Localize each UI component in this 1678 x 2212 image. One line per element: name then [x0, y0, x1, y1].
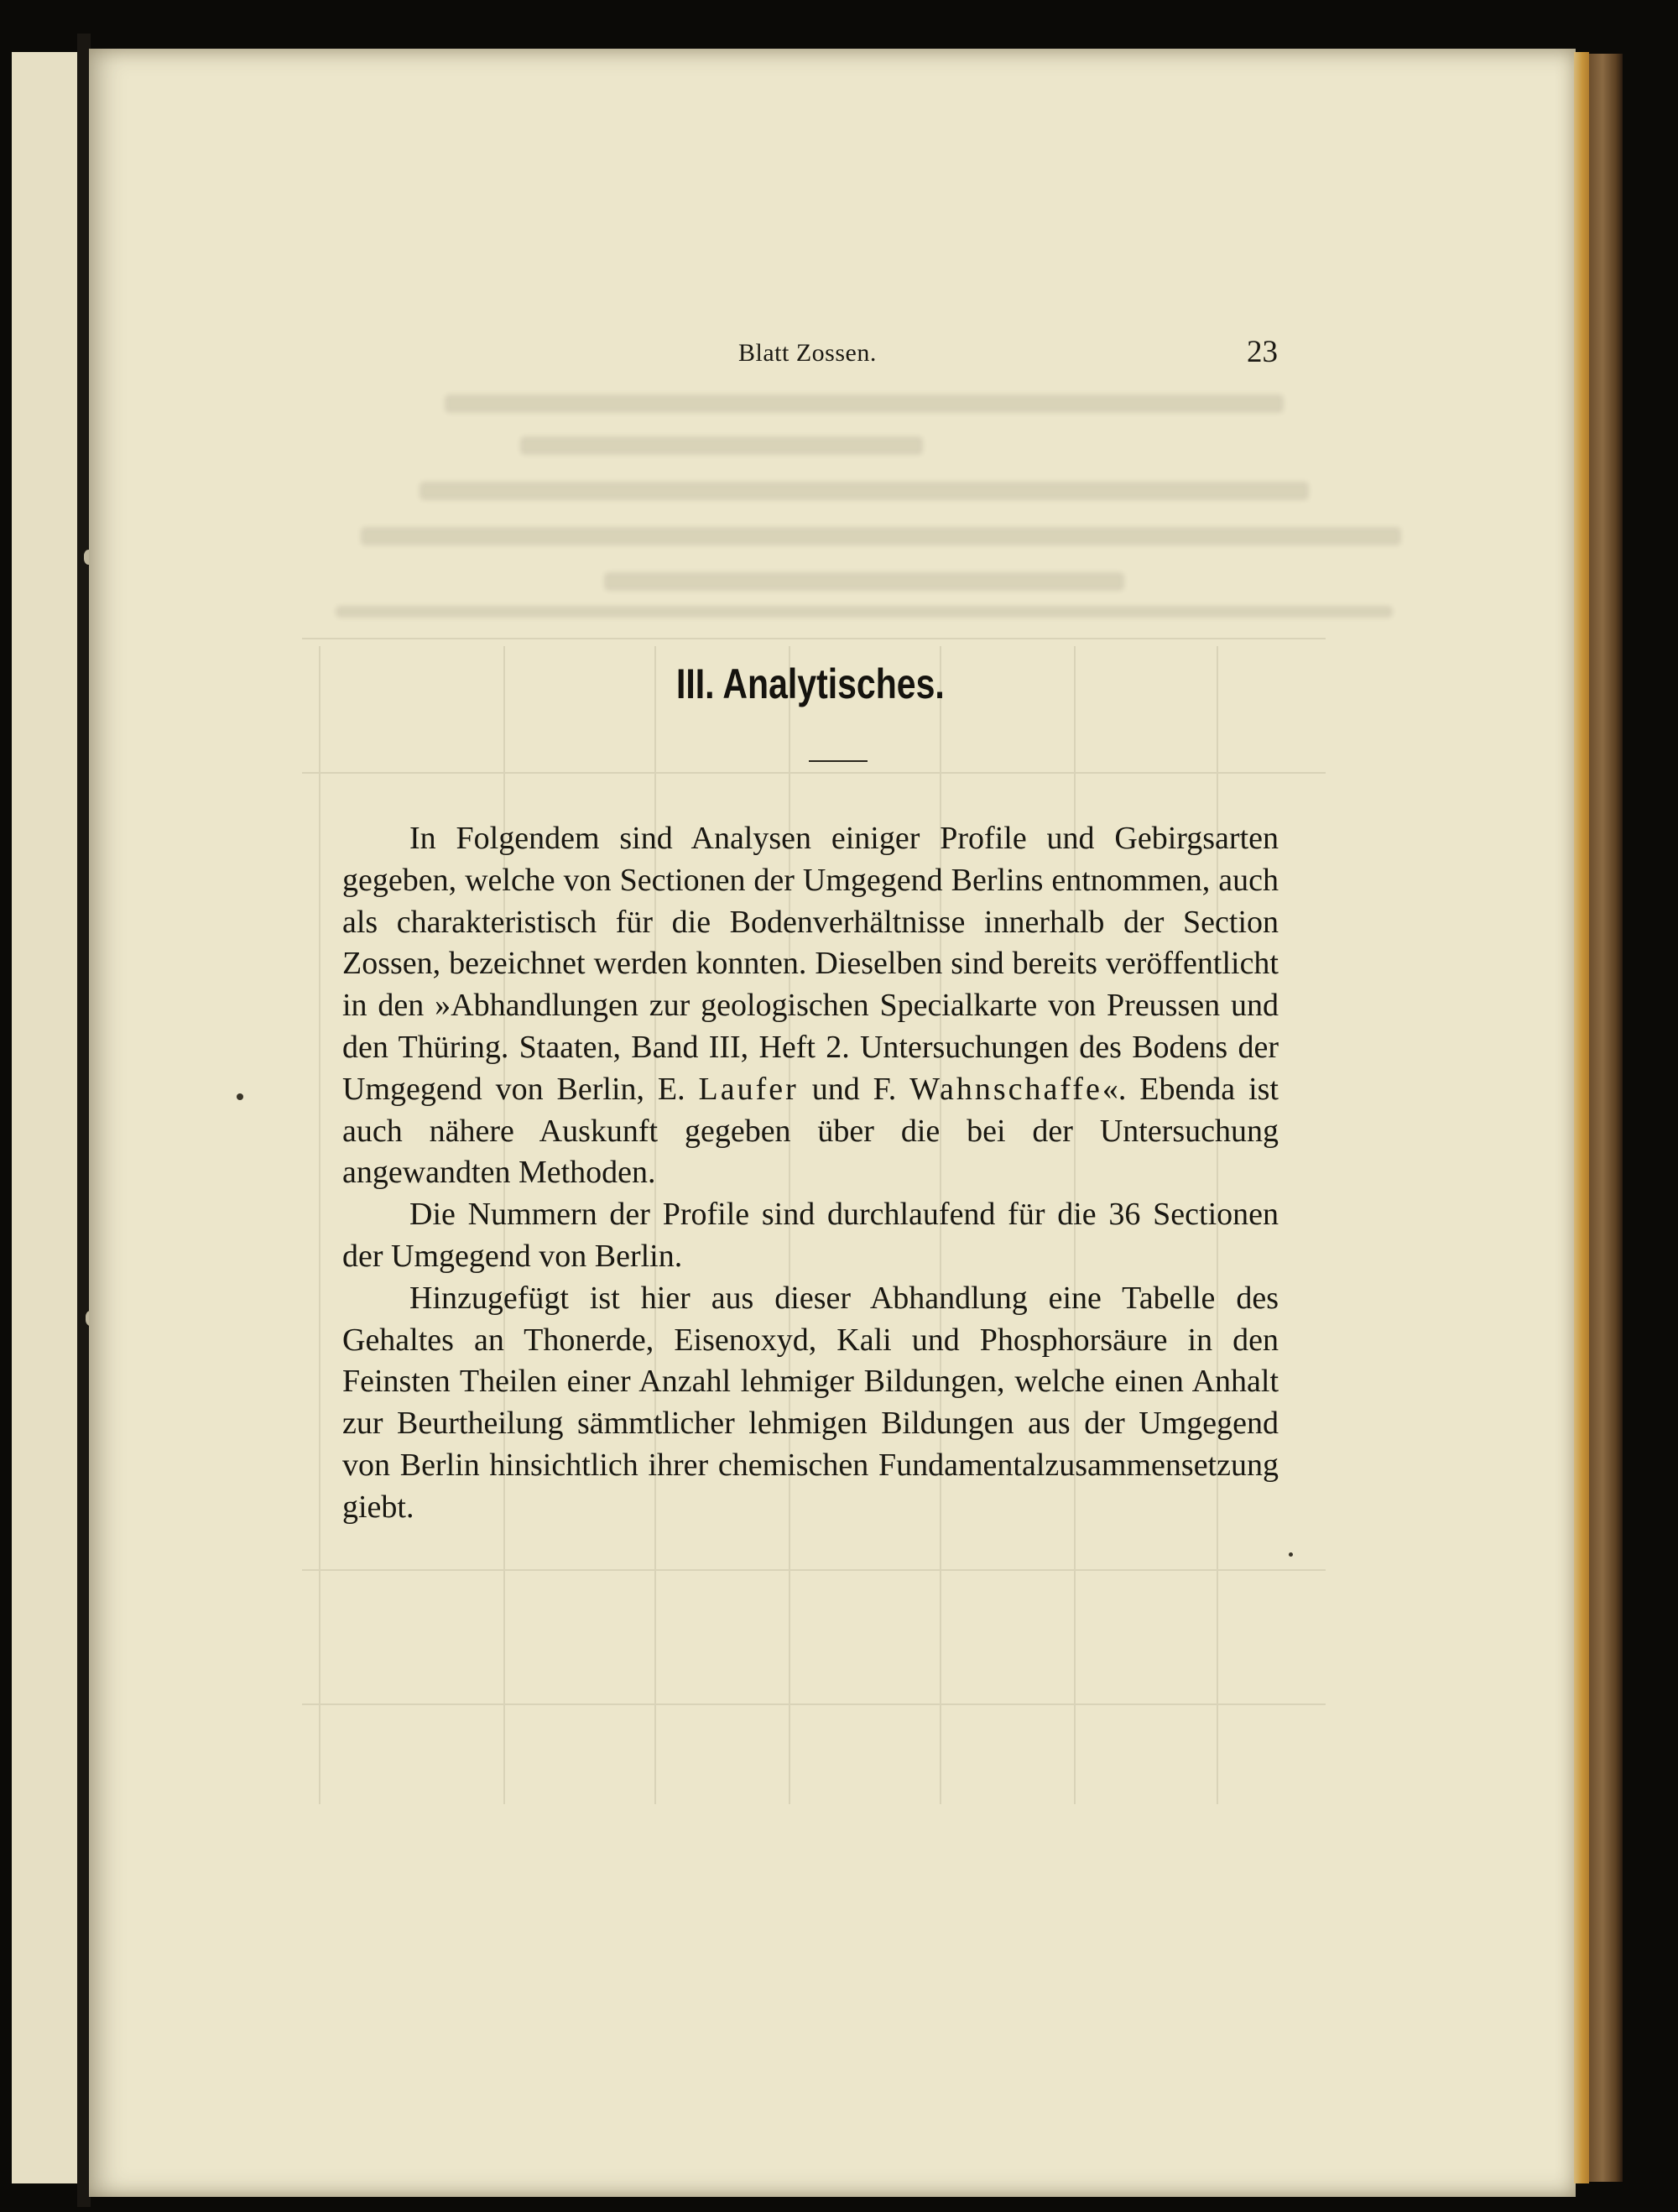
- section-heading: III. Analytisches.: [676, 660, 945, 707]
- author-name: Laufer: [698, 1071, 799, 1107]
- ink-speck: [237, 1093, 243, 1100]
- paragraph: Die Nummern der Profile sind durchlaufend für die 36 Sectionen der Umgegend von Berlin.: [342, 1197, 1279, 1274]
- paragraph: In Folgendem sind Analysen einiger Profile und Gebirgsarten gegeben, welche von Sectionen der Umgegend Berlins entnommen, auch als charakteristisch für die Bodenverhältnisse innerhalb der Section Zossen, bezeichnet werden konnten. Dieselben sind bereits veröffentlicht in den »Abhandlungen zur geologischen Specialkarte von Preussen und den Thüring. Staaten, Band III, Heft 2. Untersuchungen des Bodens der Umgegend von Berlin, E. Laufer und F. Wahnschaffe«. Ebenda ist auch nähere Auskunft gegeben über die bei der Untersuchung angewandten Methoden.: [342, 821, 1279, 1191]
- heading-divider: [809, 760, 868, 762]
- ink-speck: [1289, 1552, 1293, 1557]
- author-name: Wahnschaffe: [909, 1071, 1102, 1107]
- page-number: 23: [1247, 335, 1278, 369]
- running-head-title: Blatt Zossen.: [738, 339, 877, 367]
- facing-page-edge: [12, 52, 80, 2183]
- book-cover-edge: [1589, 54, 1623, 2182]
- page-fore-edge: [1574, 52, 1589, 2183]
- body-text: [342, 818, 1279, 1529]
- paragraph: Hinzugefügt ist hier aus dieser Abhandlung eine Tabelle des Gehaltes an Thonerde, Eisenoxyd, Kali und Phosphorsäure in den Feinsten Theilen einer Anzahl lehmiger Bildungen, welche einen Anhalt zur Beurtheilung sämmtlicher lehmigen Bildungen aus der Umgegend von Berlin hinsichtlich ihrer chemischen Fundamentalzusammensetzung giebt.: [342, 1280, 1279, 1525]
